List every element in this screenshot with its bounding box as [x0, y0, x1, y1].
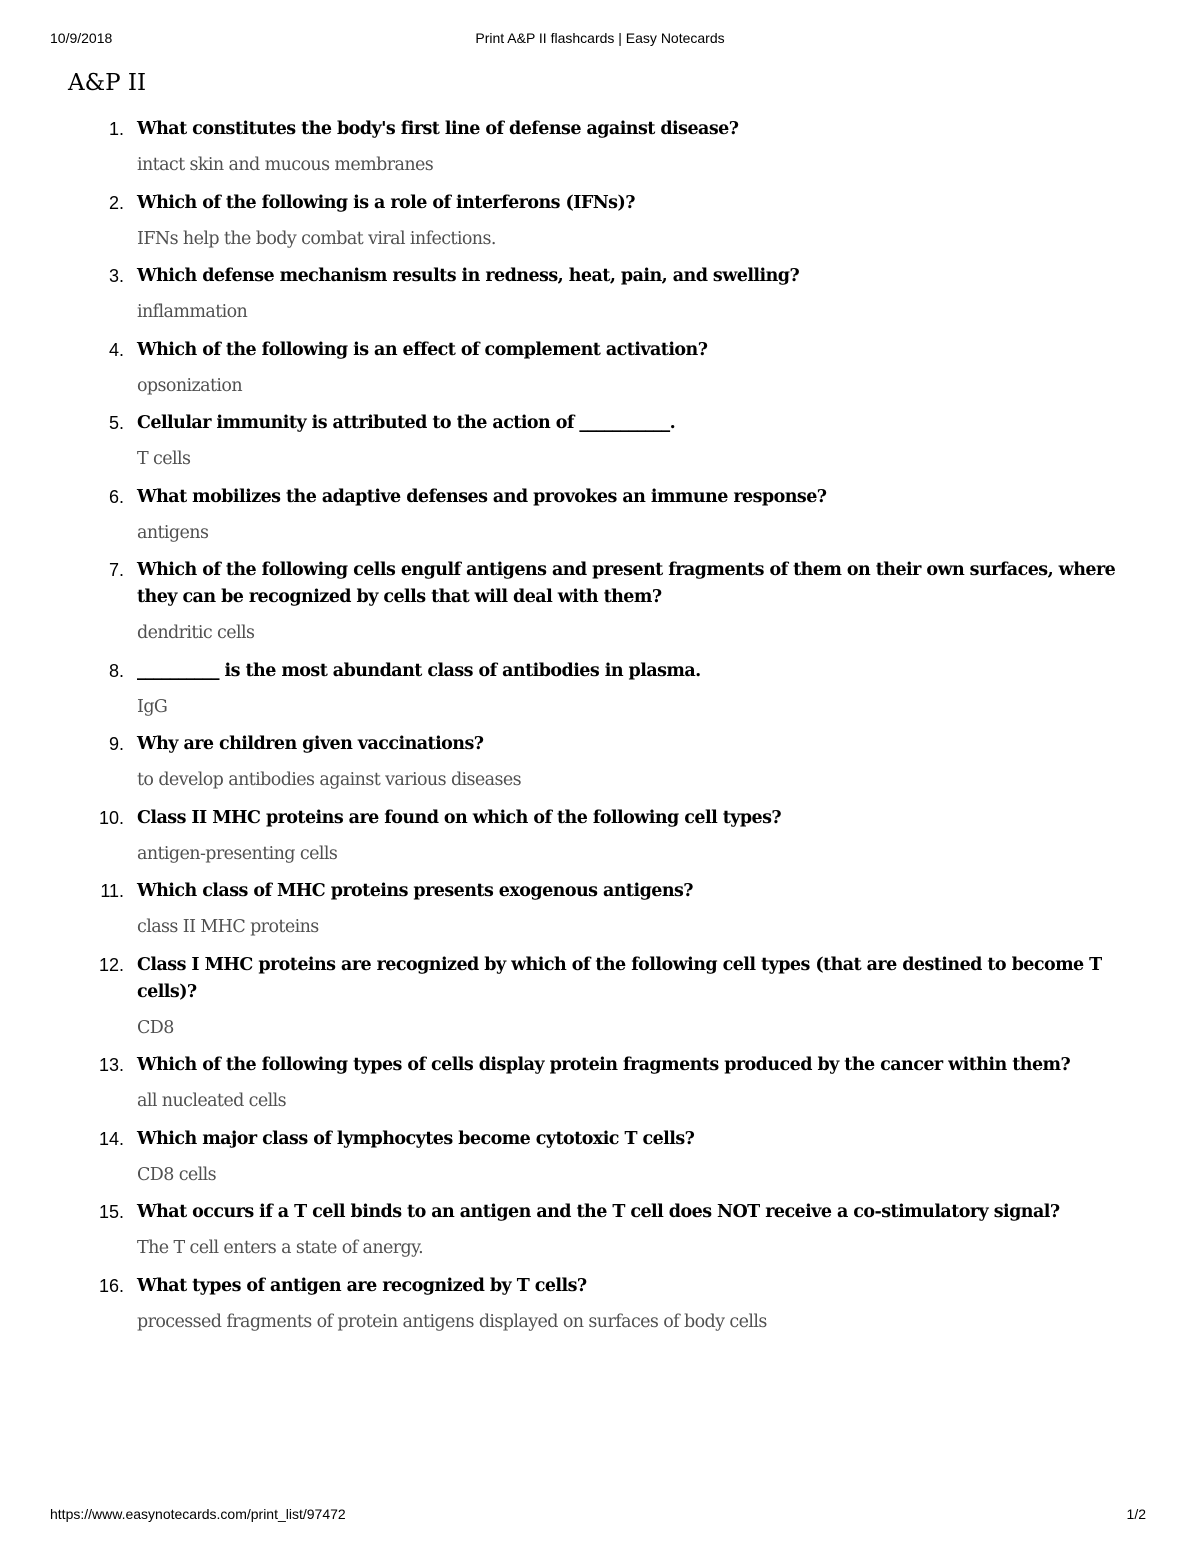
card-answer: all nucleated cells	[137, 1091, 287, 1111]
card-question: Which of the following is an effect of complement activation?	[137, 339, 708, 360]
card-question: Which defense mechanism results in redness, heat, pain, and swelling?	[137, 266, 800, 286]
document-title: A&P II	[68, 70, 147, 96]
flashcard	[0, 805, 1200, 868]
card-question: Which of the following is a role of interferons (IFNs)?	[137, 192, 635, 213]
card-question: Which major class of lymphocytes become cytotoxic T cells?	[137, 1128, 695, 1149]
flashcard	[0, 1199, 1200, 1262]
card-answer: IFNs help the body combat viral infections.	[137, 228, 496, 249]
card-question: Class II MHC proteins are found on which of the following cell types?	[137, 807, 782, 828]
card-number: 5.	[108, 413, 124, 433]
flashcard	[0, 1052, 1200, 1115]
card-number: 11.	[100, 881, 124, 901]
card-number: 12.	[98, 954, 124, 975]
card-answer: CD8	[137, 1017, 174, 1038]
card-number: 16.	[98, 1275, 124, 1296]
card-number: 7.	[108, 560, 124, 580]
flashcard	[0, 337, 1200, 400]
card-answer: processed fragments of protein antigens displayed on surfaces of body cells	[137, 1311, 767, 1332]
print-url: https://www.easynotecards.com/print_list/97472	[50, 1506, 346, 1522]
card-question: What constitutes the body's first line of defense against disease?	[137, 119, 739, 139]
card-question: Which of the following cells engulf antigens and present fragments of them on their own surfaces, where they can be recognized by cells that will deal with them?	[137, 560, 1116, 607]
card-number: 1.	[108, 119, 124, 139]
card-number: 13.	[98, 1055, 124, 1075]
flashcard	[0, 484, 1200, 547]
card-question: Cellular immunity is attributed to the action of ___________.	[137, 413, 676, 433]
flashcard-list	[0, 116, 1200, 1346]
flashcard	[0, 557, 1200, 647]
card-number: 8.	[108, 660, 124, 681]
card-answer: dendritic cells	[137, 623, 255, 643]
card-number: 10.	[98, 807, 124, 828]
card-question: What mobilizes the adaptive defenses and provokes an immune response?	[137, 486, 827, 507]
card-question: Which class of MHC proteins presents exogenous antigens?	[137, 881, 694, 901]
flashcard	[0, 410, 1200, 473]
card-answer: CD8 cells	[137, 1164, 217, 1185]
card-number: 4.	[108, 339, 124, 360]
flashcard	[0, 1126, 1200, 1189]
card-number: 2.	[108, 192, 124, 213]
card-question: What types of antigen are recognized by T cells?	[137, 1275, 587, 1296]
card-question: __________ is the most abundant class of antibodies in plasma.	[137, 660, 701, 681]
card-answer: intact skin and mucous membranes	[137, 155, 434, 175]
card-question: Why are children given vaccinations?	[137, 734, 484, 754]
card-answer: The T cell enters a state of anergy.	[137, 1238, 424, 1258]
card-answer: T cells	[137, 449, 191, 469]
card-answer: antigens	[137, 522, 209, 543]
card-question: What occurs if a T cell binds to an antigen and the T cell does NOT receive a co-stimulatory signal?	[137, 1202, 1060, 1222]
print-page-title: Print A&P II flashcards | Easy Notecards	[475, 30, 725, 46]
print-header	[0, 30, 1200, 50]
flashcard	[0, 731, 1200, 794]
card-number: 15.	[98, 1202, 124, 1222]
print-date: 10/9/2018	[50, 30, 113, 46]
flashcard	[0, 116, 1200, 179]
print-footer	[0, 1506, 1200, 1526]
flashcard	[0, 263, 1200, 326]
card-answer: opsonization	[137, 375, 243, 396]
card-number: 3.	[108, 266, 124, 286]
card-question: Class I MHC proteins are recognized by which of the following cell types (that are destined to become T cells)?	[137, 954, 1102, 1002]
card-number: 14.	[98, 1128, 124, 1149]
flashcard	[0, 952, 1200, 1042]
card-number: 6.	[108, 486, 124, 507]
flashcard	[0, 658, 1200, 721]
flashcard	[0, 1273, 1200, 1336]
flashcard	[0, 878, 1200, 941]
card-answer: inflammation	[137, 302, 248, 322]
card-answer: to develop antibodies against various diseases	[137, 770, 522, 790]
flashcard	[0, 190, 1200, 253]
card-answer: antigen-presenting cells	[137, 843, 338, 864]
card-question: Which of the following types of cells display protein fragments produced by the cancer within them?	[137, 1055, 1071, 1075]
card-number: 9.	[108, 734, 124, 754]
page-number: 1/2	[1126, 1506, 1146, 1522]
card-answer: class II MHC proteins	[137, 917, 319, 937]
card-answer: IgG	[137, 696, 168, 717]
